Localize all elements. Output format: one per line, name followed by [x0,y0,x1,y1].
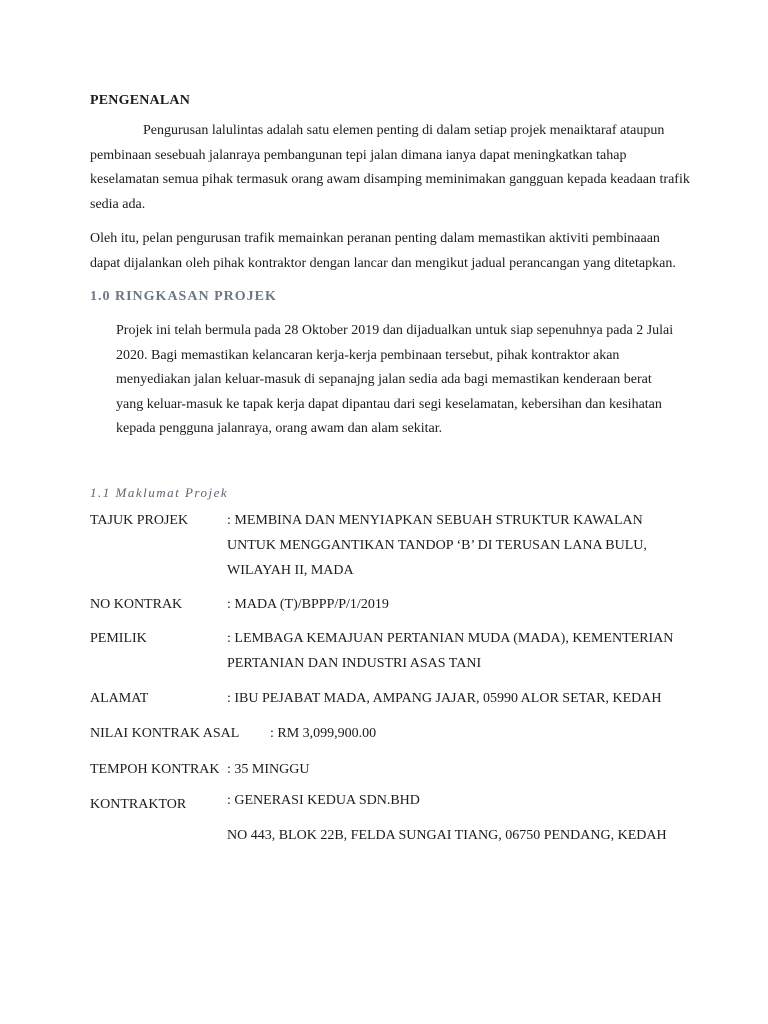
info-value-tempoh-kontrak: : 35 MINGGU [227,762,310,777]
info-label-nilai-kontrak: NILAI KONTRAK ASAL [90,726,240,741]
info-value-tajuk-projek: : MEMBINA DAN MENYIAPKAN SEBUAH STRUKTUR KAWALAN UNTUK MENGGANTIKAN TANDOP ‘B’ DI TERUSAN LANA BULU, WILAYAH II, MADA [227,513,647,578]
info-label-no-kontrak: NO KONTRAK [90,597,183,612]
info-label-kontraktor: KONTRAKTOR [90,797,187,812]
info-label-alamat: ALAMAT [90,691,149,706]
info-label-pemilik: PEMILIK [90,631,147,646]
info-value-pemilik: : LEMBAGA KEMAJUAN PERTANIAN MUDA (MADA), KEMENTERIAN PERTANIAN DAN INDUSTRI ASAS TANI [227,631,674,671]
project-info-title: 1.1 Maklumat Projek [90,485,229,500]
intro-paragraph-2: Oleh itu, pelan pengurusan trafik memainkan peranan penting dalam memastikan aktiviti pembinaaan dapat dijalankan oleh pihak kontraktor dengan lancar dan mengikut jadual perancangan yang ditetapkan. [90,231,676,271]
summary-paragraph: Projek ini telah bermula pada 28 Oktober 2019 dan dijadualkan untuk siap sepenuhnya pada 2 Julai 2020. Bagi memastikan kelancaran kerja-kerja pembinaan tersebut, pihak kontraktor akan menyediakan jalan keluar-masuk di sepanajng jalan sedia ada bagi memastikan kenderaan berat yang keluar-masuk ke tapak kerja dapat dipantau dari segi keselamatan, kebersihan dan kesihatan kepada pengguna jalanraya, orang awam dan alam sekitar. [116,323,674,436]
info-label-tempoh-kontrak: TEMPOH KONTRAK [90,762,220,777]
info-value-kontraktor: : GENERASI KEDUA SDN.BHD NO 443, BLOK 22B, FELDA SUNGAI TIANG, 06750 PENDANG, KEDAH [227,793,667,843]
info-value-alamat: : IBU PEJABAT MADA, AMPANG JAJAR, 05990 ALOR SETAR, KEDAH [227,691,662,706]
info-value-nilai-kontrak: : RM 3,099,900.00 [270,726,377,741]
info-value-no-kontrak: : MADA (T)/BPPP/P/1/2019 [227,597,389,612]
summary-section-title: 1.0 RINGKASAN PROJEK [90,289,277,304]
intro-heading: PENGENALAN [90,93,191,108]
intro-paragraph-1: Pengurusan lalulintas adalah satu elemen penting di dalam setiap projek menaiktaraf ataupun pembinaan sesebuah jalanraya pembangunan tepi jalan dimana ianya dapat meningkatkan tahap keselamatan semua pihak termasuk orang awam disamping meminimakan gangguan kepada keadaan trafik sedia ada. [90,123,690,212]
info-label-tajuk-projek: TAJUK PROJEK [90,513,189,528]
